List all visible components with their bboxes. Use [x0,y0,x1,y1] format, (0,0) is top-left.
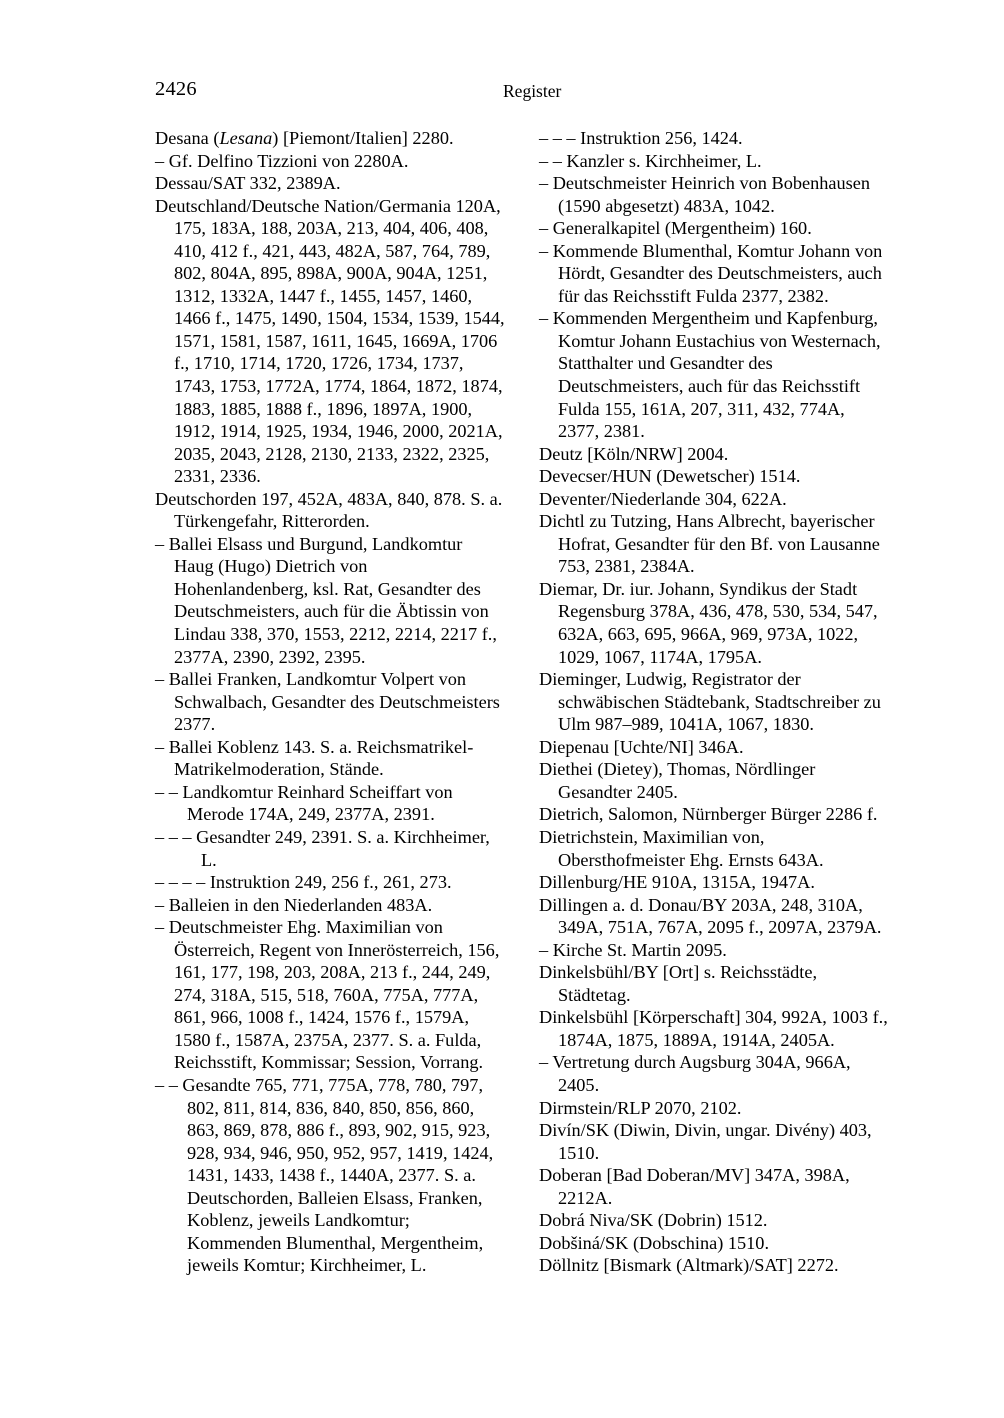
index-entry: Dobšiná/SK (Dobschina) 1510. [539,1232,770,1253]
index-entry: Dichtl zu Tutzing, Hans Albrecht, bayerischer Hofrat, Gesandter für den Bf. von Lausanne 753, 2381, 2384A. [539,511,880,577]
index-entry: – – Kanzler s. Kirchheimer, L. [539,150,762,171]
index-entry: Dietrichstein, Maximilian von, Obersthofmeister Ehg. Ernsts 643A. [539,826,824,870]
index-columns [155,127,889,1277]
index-entry: Deutz [Köln/NRW] 2004. [539,443,729,464]
index-entry: Devecser/HUN (Dewetscher) 1514. [539,466,801,487]
page-number: 2426 [155,78,197,100]
index-entry: Diemar, Dr. iur. Johann, Syndikus der Stadt Regensburg 378A, 436, 478, 530, 534, 547, 632A, 663, 695, 966A, 969, 973A, 1022, 1029, 1067, 1174A, 1795A. [539,578,878,667]
index-entry: Dinkelsbühl/BY [Ort] s. Reichsstädte, Städtetag. [539,962,818,1005]
index-entry: – – – – Instruktion 249, 256 f., 261, 273. [155,872,452,893]
index-entry: – Gf. Delfino Tizzioni von 2280A. [155,150,409,171]
index-entry: – – Gesandte 765, 771, 775A, 778, 780, 797, 802, 811, 814, 836, 840, 850, 856, 860, 863, 869, 878, 886 f., 893, 902, 915, 923, 928, 934, 946, 950, 952, 957, 1419, 1424, 1431, 1433, 1438 f., 1440A, 2377. S. a. Deutschorden, Balleien Elsass, Franken, Koblenz, jeweils Landkomtur; Kommenden Blumenthal, Mergentheim, jeweils Komtur; Kirchheimer, L. [155,1074,494,1276]
index-entry: – – – Instruktion 256, 1424. [539,128,743,148]
index-entry: – Balleien in den Niederlanden 483A. [155,894,433,915]
index-entry: Dirmstein/RLP 2070, 2102. [539,1097,742,1118]
index-entry: Dillingen a. d. Donau/BY 203A, 248, 310A, 349A, 751A, 767A, 2095 f., 2097A, 2379A. [539,894,882,938]
alt-name: Lesana [219,128,273,148]
index-entry: Dieminger, Ludwig, Registrator der schwäbischen Städtebank, Stadtschreiber zu Ulm 987–989, 1041A, 1067, 1830. [539,669,881,735]
index-entry: – – – Gesandter 249, 2391. S. a. Kirchheimer, L. [155,826,490,870]
running-head [155,76,875,102]
left-column [155,127,505,1277]
index-entry: Doberan [Bad Doberan/MV] 347A, 398A, 2212A. [539,1165,850,1208]
right-column [539,127,889,1277]
index-entry: Diepenau [Uchte/NI] 346A. [539,736,744,757]
index-entry: Dinkelsbühl [Körperschaft] 304, 992A, 1003 f., 1874A, 1875, 1889A, 1914A, 2405A. [539,1007,888,1050]
index-entry: Divín/SK (Diwin, Divin, ungar. Divény) 403, 1510. [539,1120,872,1163]
index-entry: Deventer/Niederlande 304, 622A. [539,488,787,509]
index-entry: Döllnitz [Bismark (Altmark)/SAT] 2272. [539,1255,839,1276]
index-entry: Deutschland/Deutsche Nation/Germania 120A, 175, 183A, 188, 203A, 213, 404, 406, 408, 410, 412 f., 421, 443, 482A, 587, 764, 789, 802, 804A, 895, 898A, 900A, 904A, 1251, 1312, 1332A, 1447 f., 1455, 1457, 1460, 1466 f., 1475, 1490, 1504, 1534, 1539, 1544, 1571, 1581, 1587, 1611, 1645, 1669A, 1706 f., 1710, 1714, 1720, 1726, 1734, 1737, 1743, 1753, 1772A, 1774, 1864, 1872, 1874, 1883, 1885, 1888 f., 1896, 1897A, 1900, 1912, 1914, 1925, 1934, 1946, 2000, 2021A, 2035, 2043, 2128, 2130, 2133, 2322, 2325, 2331, 2336. [155,195,505,487]
index-entry: Deutschorden 197, 452A, 483A, 840, 878. S. a. Türkengefahr, Ritterorden. [155,488,503,532]
index-entry: – – Landkomtur Reinhard Scheiffart von Merode 174A, 249, 2377A, 2391. [155,781,453,825]
index-entry: – Generalkapitel (Mergentheim) 160. [539,218,812,239]
index-entry: – Ballei Elsass und Burgund, Landkomtur Haug (Hugo) Dietrich von Hohenlandenberg, ksl. Rat, Gesandter des Deutschmeisters, auch für die Äbtissin von Lindau 338, 370, 1553, 2212, 2214, 2217 f., 2377A, 2390, 2392, 2395. [155,533,497,667]
index-entry: Diethei (Dietey), Thomas, Nördlinger Gesandter 2405. [539,759,816,802]
index-entry: – Kommenden Mergentheim und Kapfenburg, Komtur Johann Eustachius von Westernach, Statthalter und Gesandter des Deutschmeisters, auch für das Reichsstift Fulda 155, 161A, 207, 311, 432, 774A, 2377, 2381. [539,308,881,442]
index-entry: Dessau/SAT 332, 2389A. [155,173,341,194]
index-entry: – Kirche St. Martin 2095. [539,939,727,960]
index-entry: – Ballei Franken, Landkomtur Volpert von Schwalbach, Gesandter des Deutschmeisters 2377. [155,669,500,735]
index-entry: – Ballei Koblenz 143. S. a. Reichsmatrikel-Matrikelmoderation, Stände. [155,736,474,780]
page-title: Register [503,81,562,101]
index-entry: Dietrich, Salomon, Nürnberger Bürger 2286 f. [539,804,878,825]
index-entry: – Deutschmeister Heinrich von Bobenhausen (1590 abgesetzt) 483A, 1042. [539,173,871,216]
index-entry: – Kommende Blumenthal, Komtur Johann von Hördt, Gesandter des Deutschmeisters, auch für das Reichsstift Fulda 2377, 2382. [539,240,883,306]
index-entry: Desana (Lesana) [Piemont/Italien] 2280. [155,128,454,148]
index-entry: – Vertretung durch Augsburg 304A, 966A, 2405. [539,1052,851,1095]
index-entry: – Deutschmeister Ehg. Maximilian von Österreich, Regent von Innerösterreich, 156, 161, 177, 198, 203, 208A, 213 f., 244, 249, 274, 318A, 515, 518, 760A, 775A, 777A, 861, 966, 1008 f., 1424, 1576 f., 1579A, 1580 f., 1587A, 2375A, 2377. S. a. Fulda, Reichsstift, Kommissar; Session, Vorrang. [155,917,500,1073]
index-entry: Dillenburg/HE 910A, 1315A, 1947A. [539,872,815,893]
index-entry: Dobrá Niva/SK (Dobrin) 1512. [539,1210,768,1231]
